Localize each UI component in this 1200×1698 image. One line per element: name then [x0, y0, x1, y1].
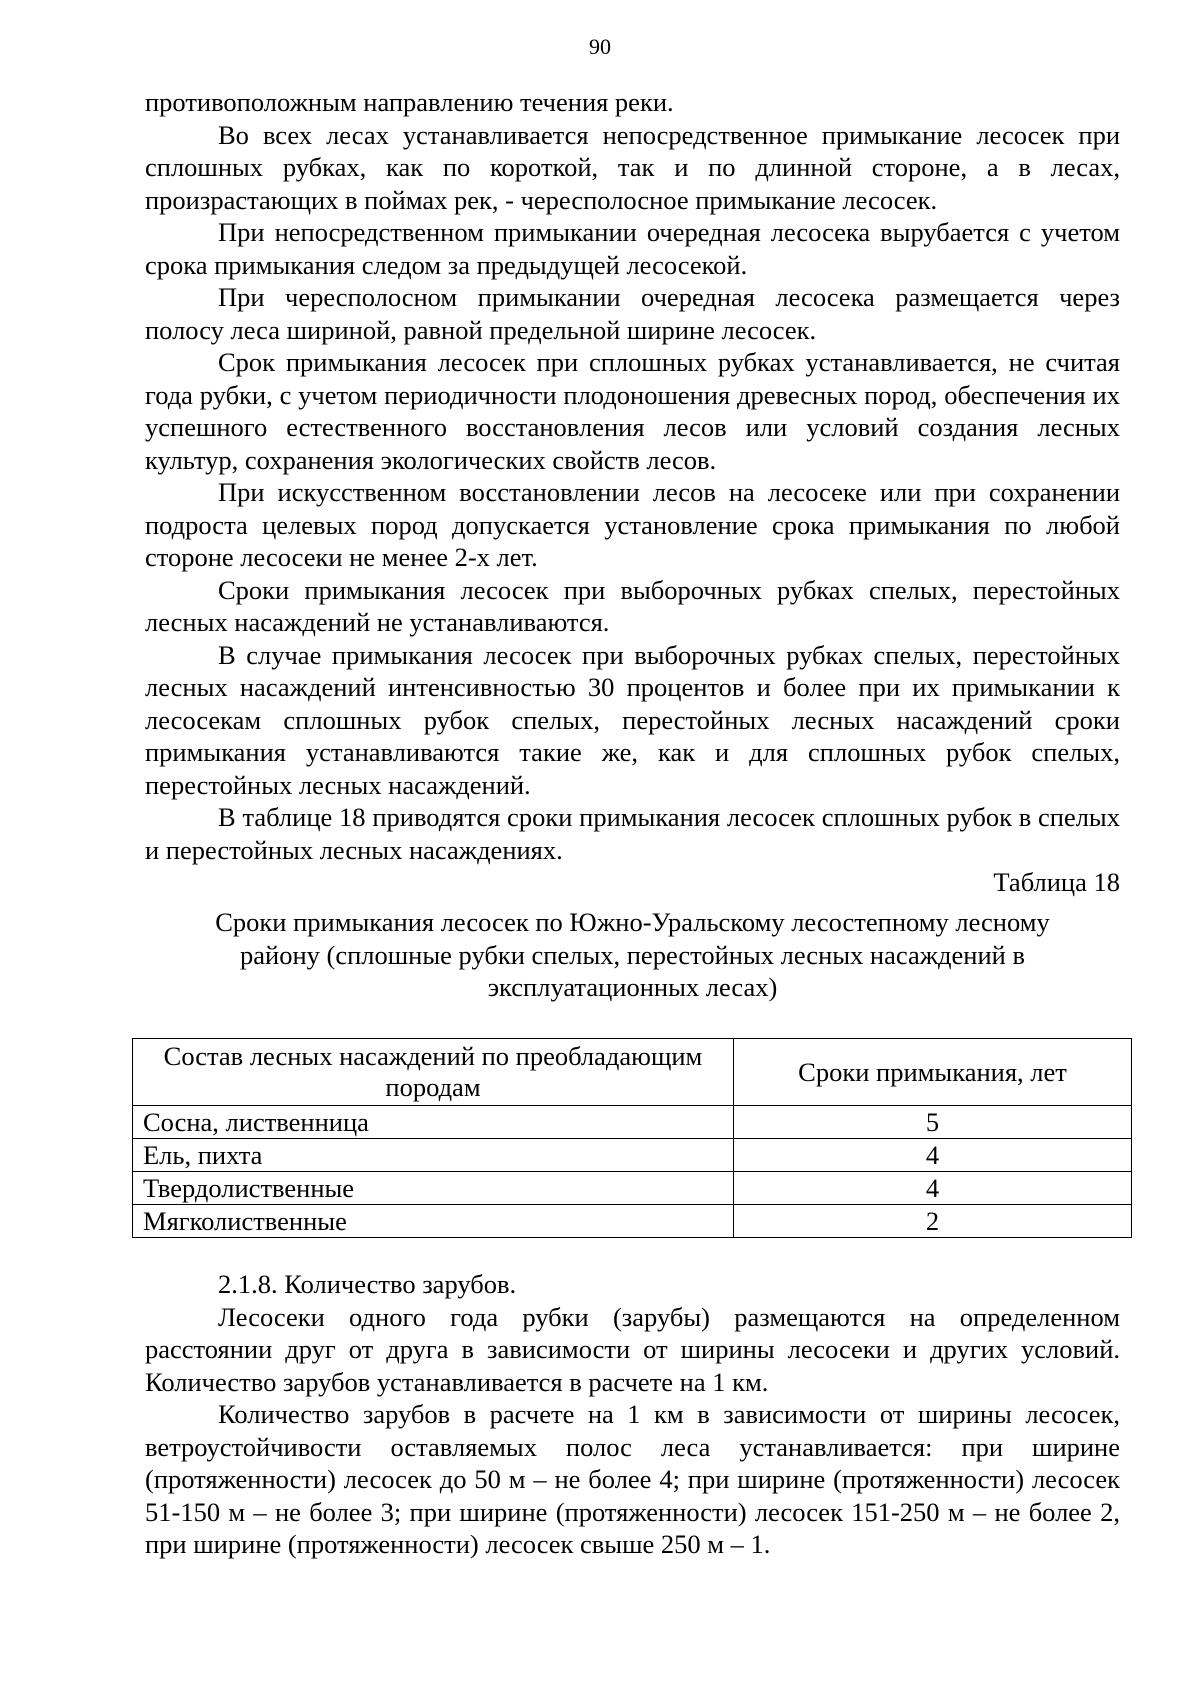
body-text-bottom	[145, 1268, 1120, 1561]
header-species: Состав лесных насаждений по преобладающим породам	[133, 1039, 734, 1106]
section-heading: 2.1.8. Количество зарубов.	[218, 1269, 517, 1299]
table-row	[133, 1172, 1132, 1205]
table-caption	[145, 906, 1120, 1004]
cell-years: 4	[734, 1172, 1132, 1205]
cell-species: Мягколиственные	[133, 1205, 734, 1238]
table-row	[133, 1139, 1132, 1172]
paragraph: При чересполосном примыкании очередная лесосека размещается через полосу леса шириной, равной предельной ширине лесосек.	[145, 282, 1120, 345]
table-header-row	[133, 1039, 1132, 1106]
paragraph: Во всех лесах устанавливается непосредственное примыкание лесосек при сплошных рубках, как по короткой, так и по длинной стороне, а в лесах, произрастающих в поймах рек, - чересполосное примыкание лесосек.	[145, 119, 1120, 215]
page-number: 90	[589, 34, 611, 59]
table-18	[132, 1038, 1132, 1238]
cell-species: Ель, пихта	[133, 1139, 734, 1172]
paragraph: При искусственном восстановлении лесов на лесосеке или при сохранении подроста целевых пород допускается установление срока примыкания по любой стороне лесосеки не менее 2-х лет.	[145, 477, 1120, 572]
paragraph: Количество зарубов в расчете на 1 км в зависимости от ширины лесосек, ветроустойчивости оставляемых полос леса устанавливается: при ширине (протяженности) лесосек до 50 м – не более 4; при ширине (протяженности) лесосек 51-150 м – не более 3; при ширине (протяженности) лесосек 151-250 м – не более 2, при ширине (протяженности) лесосек свыше 250 м – 1.	[145, 1399, 1120, 1559]
table-label: Таблица 18	[993, 867, 1120, 897]
paragraph: В случае примыкания лесосек при выборочных рубках спелых, перестойных лесных насаждений интенсивностью 30 процентов и более при их примыкании к лесосекам сплошных рубок спелых, перестойных лесных насаждений сроки примыкания устанавливаются такие же, как и для сплошных рубок спелых, перестойных лесных насаждений.	[145, 639, 1120, 800]
table-row	[133, 1205, 1132, 1238]
cell-years: 4	[734, 1139, 1132, 1172]
paragraph: Лесосеки одного года рубки (зарубы) размещаются на определенном расстоянии друг от друга в зависимости от ширины лесосеки и других условий. Количество зарубов устанавливается в расчете на 1 км.	[145, 1301, 1120, 1397]
body-text-top	[145, 86, 1120, 899]
paragraph: Срок примыкания лесосек при сплошных рубках устанавливается, не считая года рубки, с учетом периодичности плодоношения древесных пород, обеспечения их успешного естественного восстановления лесов или условий создания лесных культур, сохранения экологических свойств лесов.	[145, 347, 1120, 475]
cell-species: Сосна, лиственница	[133, 1106, 734, 1139]
table-caption-line: эксплуатационных лесах)	[487, 972, 778, 1002]
adjacency-table	[132, 1038, 1132, 1238]
table-caption-line: Сроки примыкания лесосек по Южно-Уральскому лесостепному лесному	[215, 907, 1050, 937]
paragraph: Сроки примыкания лесосек при выборочных рубках спелых, перестойных лесных насаждений не устанавливаются.	[145, 574, 1120, 637]
table-caption-line: району (сплошные рубки спелых, перестойных лесных насаждений в	[240, 939, 1025, 970]
cell-years: 5	[734, 1106, 1132, 1139]
header-years: Сроки примыкания, лет	[734, 1039, 1132, 1106]
paragraph: противоположным направлению течения реки.	[145, 87, 674, 117]
cell-species: Твердолиственные	[133, 1172, 734, 1205]
table-row	[133, 1106, 1132, 1139]
paragraph: В таблице 18 приводятся сроки примыкания лесосек сплошных рубок в спелых и перестойных лесных насаждениях.	[145, 802, 1120, 865]
cell-years: 2	[734, 1205, 1132, 1238]
paragraph: При непосредственном примыкании очередная лесосека вырубается с учетом срока примыкания следом за предыдущей лесосекой.	[145, 217, 1120, 280]
